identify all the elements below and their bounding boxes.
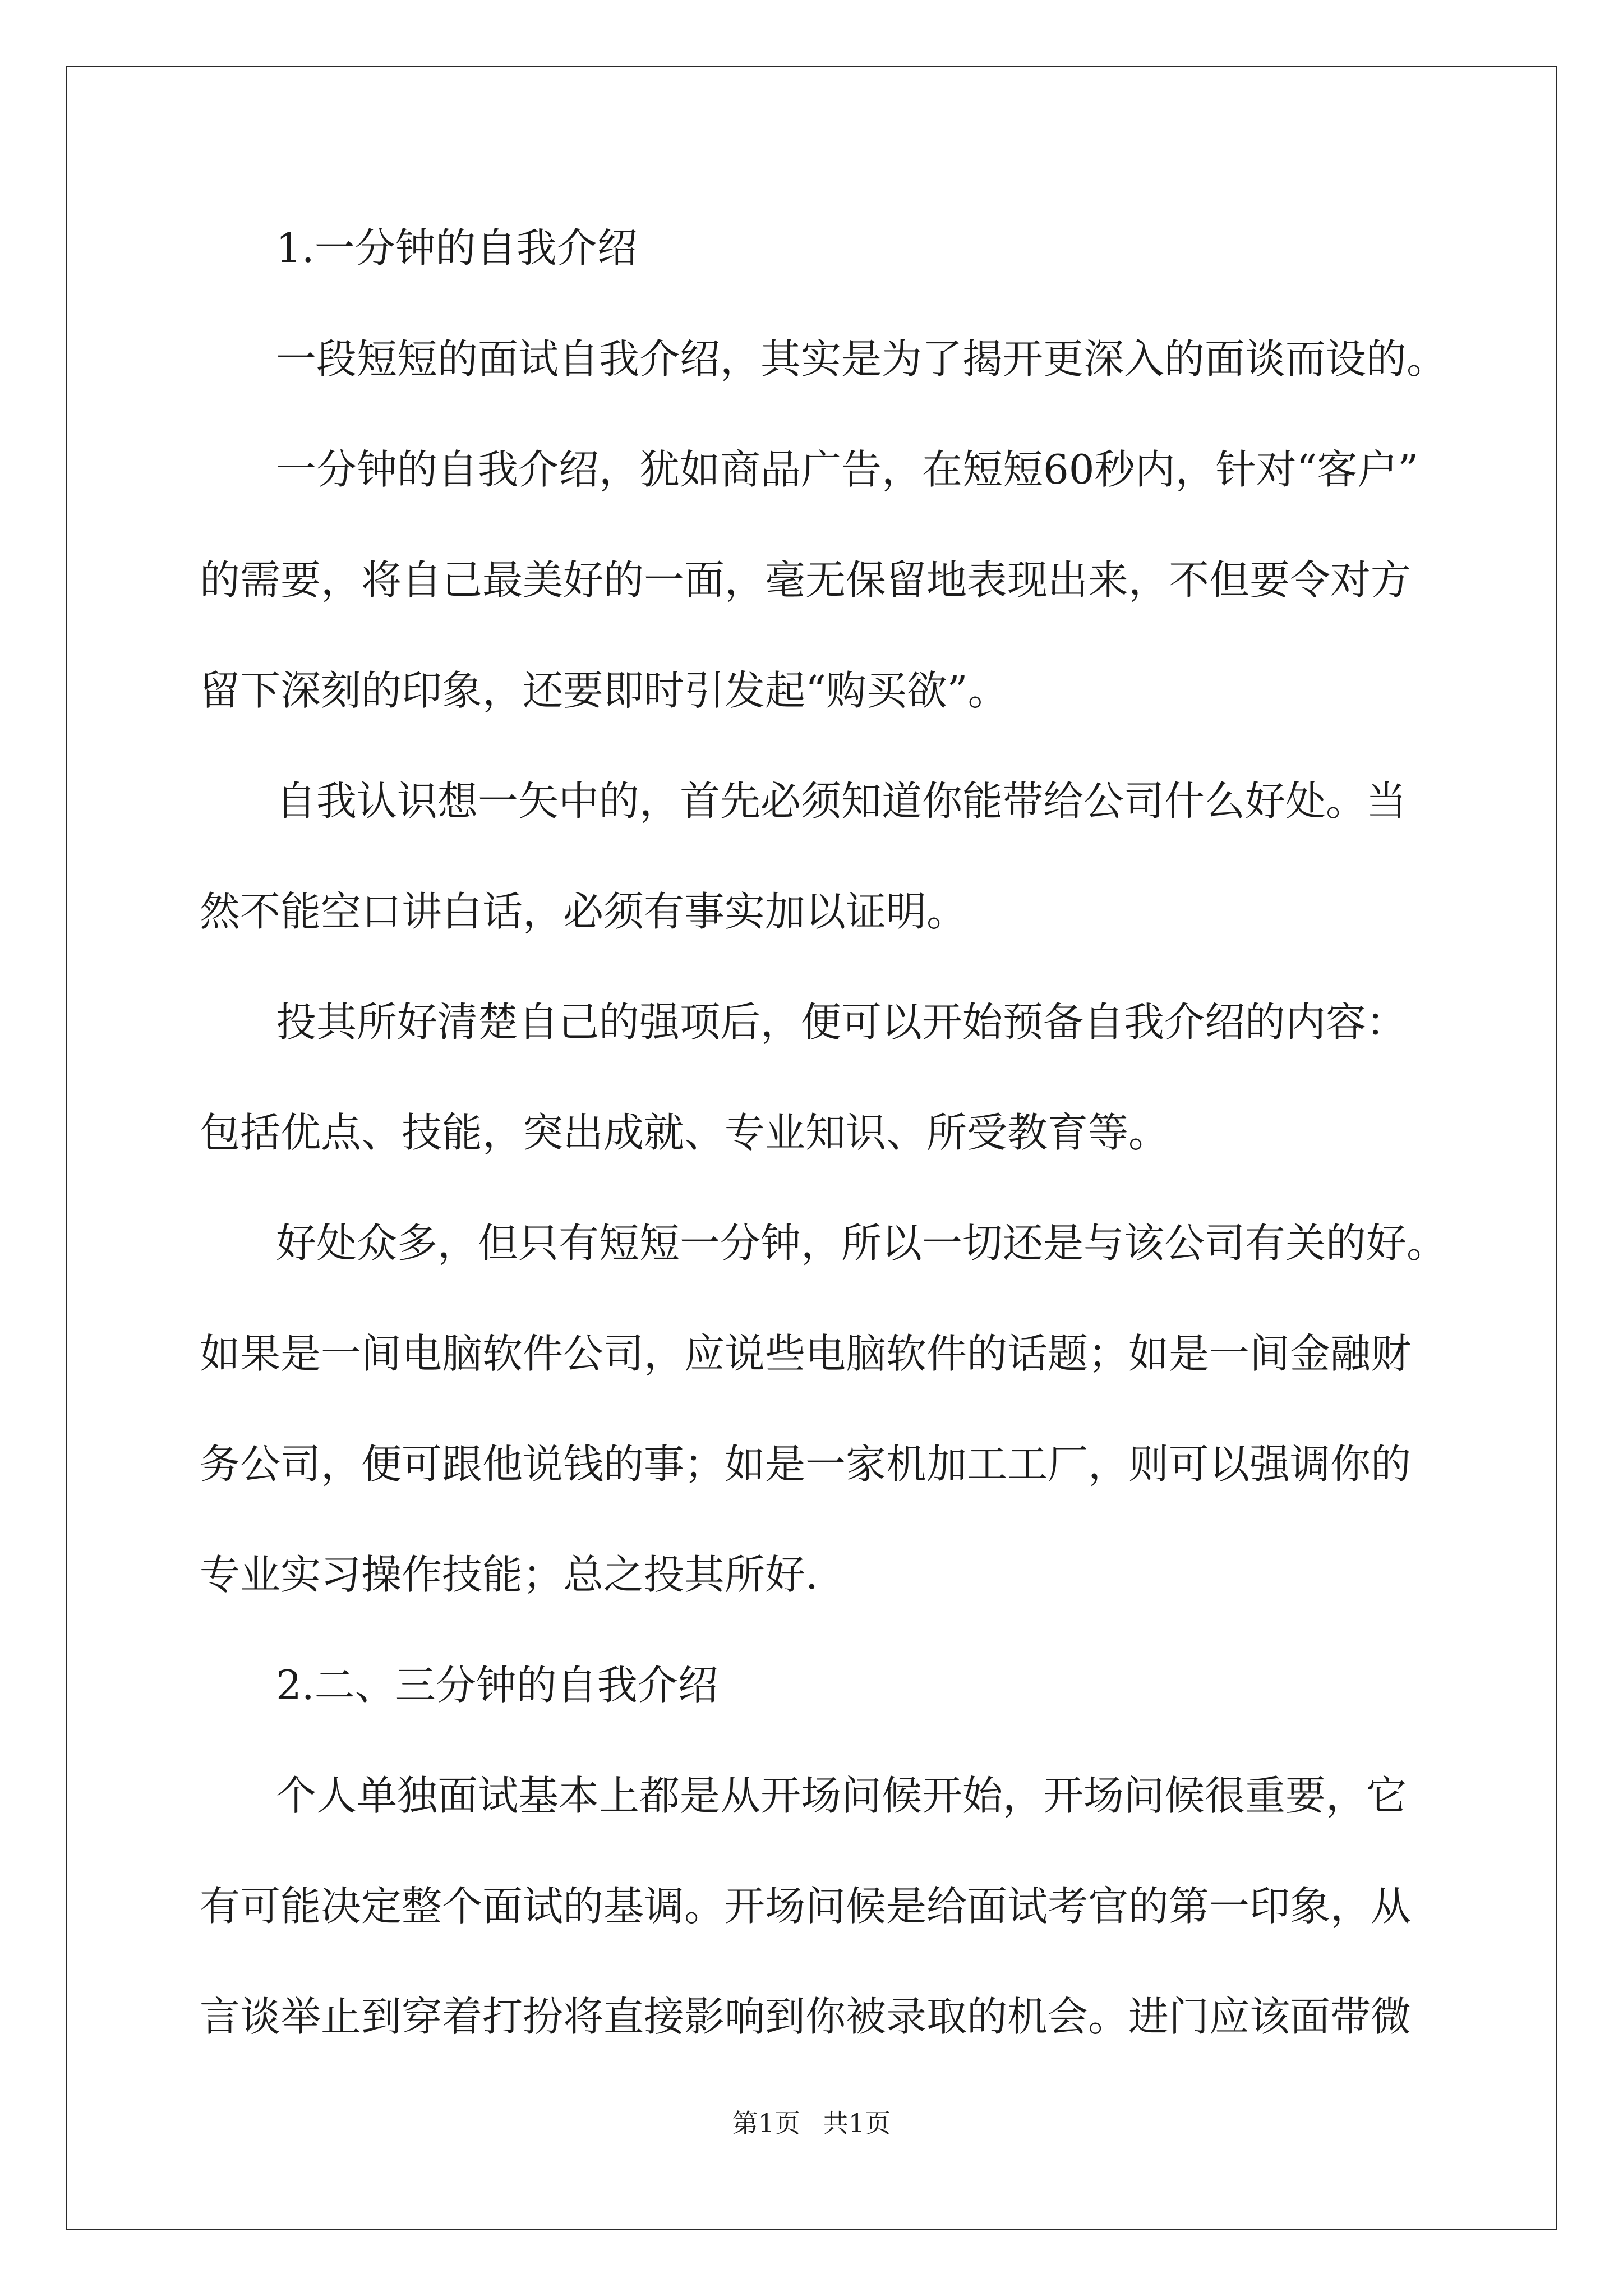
paragraph-line: 一段短短的面试自我介绍，其实是为了揭开更深入的面谈而设的。	[276, 335, 1447, 383]
paragraph-line: 个人单独面试基本上都是从开场问候开始，开场问候很重要，它	[276, 1772, 1407, 1819]
paragraph-line: 专业实习操作技能；总之投其所好.	[200, 1551, 818, 1598]
paragraph-line: 自我认识想一矢中的，首先必须知道你能带给公司什么好处。当	[276, 777, 1407, 825]
paragraph-line: 好处众多，但只有短短一分钟，所以一切还是与该公司有关的好。	[276, 1220, 1447, 1267]
paragraph-line: 投其所好清楚自己的强项后，便可以开始预备自我介绍的内容：	[276, 999, 1407, 1046]
page-number: 第1页	[732, 2108, 800, 2138]
paragraph-line: 言谈举止到穿着打扮将直接影响到你被录取的机会。进门应该面带微	[200, 1993, 1412, 2040]
page-total: 共1页	[823, 2108, 891, 2138]
paragraph-line: 务公司，便可跟他说钱的事；如是一家机加工工厂，则可以强调你的	[200, 1441, 1412, 1488]
paragraph-line: 一分钟的自我介绍，犹如商品广告，在短短60秒内，针对“客户”	[276, 446, 1419, 493]
paragraph-line: 如果是一间电脑软件公司，应说些电脑软件的话题；如是一间金融财	[200, 1330, 1412, 1377]
paragraph-line: 包括优点、技能，突出成就、专业知识、所受教育等。	[200, 1109, 1169, 1156]
section-heading-2: 2.二、三分钟的自我介绍	[276, 1662, 718, 1709]
paragraph-line: 的需要，将自己最美好的一面，毫无保留地表现出来，不但要令对方	[200, 556, 1412, 604]
paragraph-line: 然不能空口讲白话，必须有事实加以证明。	[200, 888, 967, 935]
paragraph-line: 有可能决定整个面试的基调。开场问候是给面试考官的第一印象，从	[200, 1883, 1412, 1930]
section-heading-1: 1.一分钟的自我介绍	[276, 224, 638, 272]
page-footer	[0, 2106, 1623, 2140]
paragraph-line: 留下深刻的印象，还要即时引发起“购买欲”。	[200, 667, 1008, 714]
